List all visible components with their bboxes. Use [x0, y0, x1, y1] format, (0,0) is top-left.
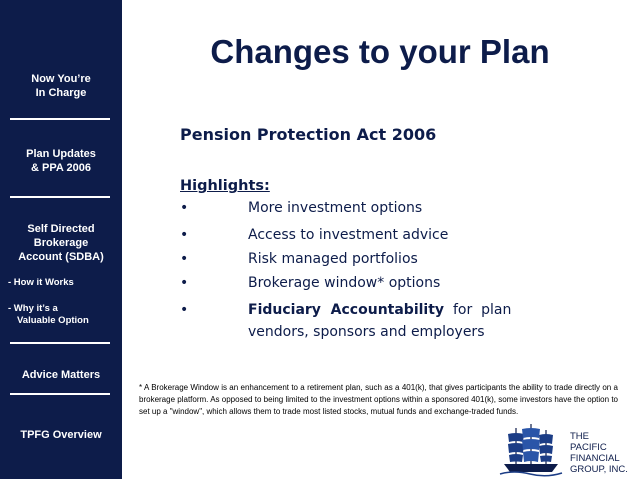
nav-label-line: Brokerage: [33, 237, 89, 249]
logo-text-line: THE: [570, 431, 589, 442]
bullet-icon: •: [180, 275, 189, 291]
nav-label-line: Now You’re: [31, 73, 91, 85]
highlight-text: Brokerage window* options: [248, 275, 441, 291]
section-subtitle: Pension Protection Act 2006: [180, 125, 437, 144]
sidebar-item-now-youre-in-charge[interactable]: [0, 72, 122, 100]
highlight-text: Access to investment advice: [248, 227, 449, 243]
logo-text-line: GROUP, INC.: [570, 464, 628, 475]
company-logo: [496, 420, 636, 478]
highlight-text: vendors, sponsors and employers: [248, 324, 485, 340]
sidebar-item-advice-matters[interactable]: [0, 368, 122, 382]
highlight-text: Risk managed portfolios: [248, 251, 418, 267]
sidebar-item-self-directed-brokerage[interactable]: [0, 222, 122, 264]
bullet-icon: •: [180, 200, 189, 216]
sidebar-divider: [10, 342, 110, 344]
nav-label-line: Advice Matters: [21, 369, 101, 381]
nav-label-line: In Charge: [35, 87, 87, 99]
highlights-heading: Highlights:: [180, 178, 270, 194]
sidebar-divider: [10, 196, 110, 198]
nav-label-line: Plan Updates: [26, 148, 96, 160]
bullet-icon: •: [180, 227, 189, 243]
sidebar-divider: [10, 118, 110, 120]
nav-label-line: TPFG Overview: [20, 429, 102, 441]
nav-label-line: - How it Works: [8, 277, 74, 288]
footnote: * A Brokerage Window is an enhancement to a retirement plan, such as a 401(k), that gives participants the ability to trade directly on a brokerage platform. As opposed to being limited to the investment options within a sponsored 401(k), some investors have the option to set up a "window", which allows them to trade most listed stocks, mutual funds and exchange-traded funds.: [139, 383, 618, 416]
highlight-text-rest: for plan: [444, 302, 512, 318]
nav-label-line: Account (SDBA): [18, 251, 104, 263]
highlight-bold-text: Fiduciary Accountability: [248, 302, 445, 318]
sidebar-subitem-how-it-works[interactable]: [8, 277, 74, 289]
nav-label-line: Valuable Option: [17, 315, 89, 326]
sidebar-item-plan-updates[interactable]: [0, 147, 122, 175]
sidebar-subitem-why-valuable[interactable]: [8, 303, 89, 327]
logo-text: [570, 431, 628, 475]
logo-text-line: PACIFIC: [570, 442, 607, 453]
nav-label-line: - Why it’s a: [8, 303, 58, 314]
nav-label-line: & PPA 2006: [31, 162, 91, 174]
bullet-icon: •: [180, 251, 189, 267]
nav-label-line: Self Directed: [27, 223, 95, 235]
sidebar-item-tpfg-overview[interactable]: [0, 428, 122, 442]
highlight-text: More investment options: [248, 200, 423, 216]
page-title: Changes to your Plan: [210, 33, 550, 70]
sidebar: [0, 0, 122, 479]
logo-text-line: FINANCIAL: [570, 453, 620, 464]
bullet-icon: •: [180, 302, 189, 318]
sailing-ship-icon: [496, 420, 566, 478]
sidebar-divider: [10, 393, 110, 395]
highlight-text: [248, 299, 511, 321]
